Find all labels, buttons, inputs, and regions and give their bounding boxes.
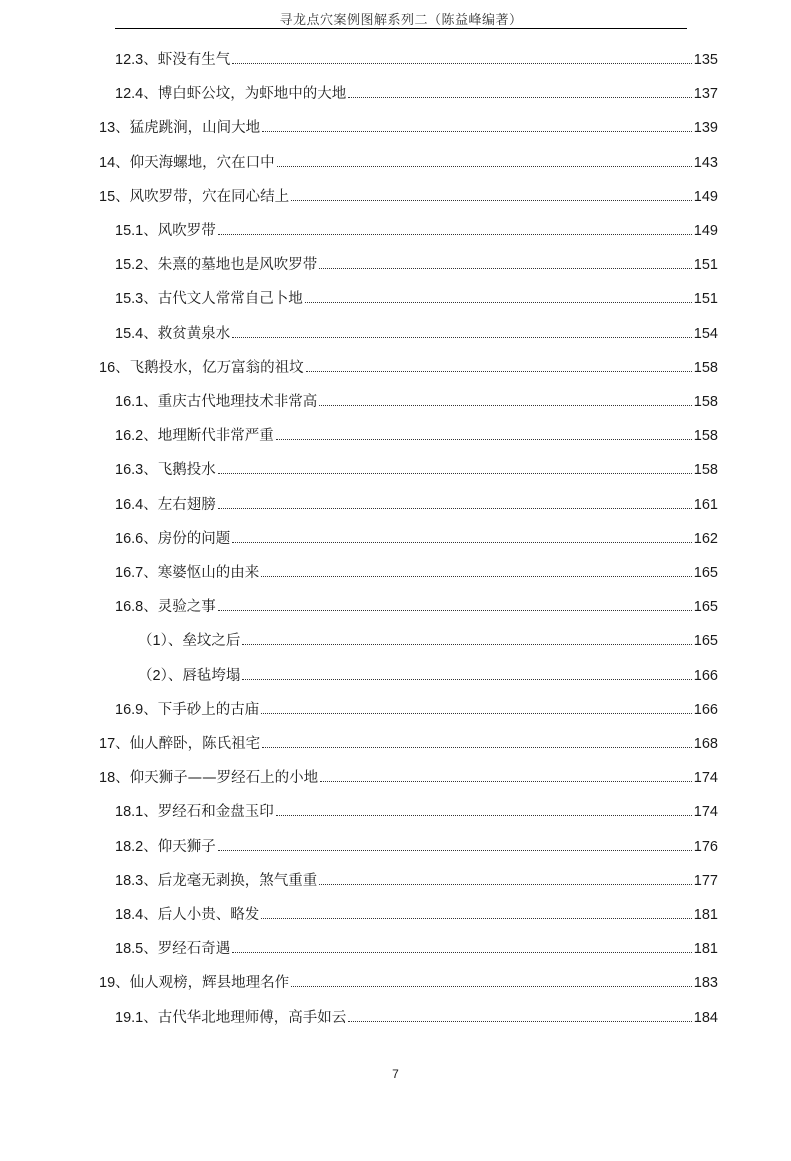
toc-entry-page: 174 [693, 770, 718, 787]
toc-entry-title: 下手砂上的古庙 [157, 701, 260, 718]
toc-entry[interactable] [115, 324, 718, 344]
toc-entry[interactable] [115, 255, 718, 275]
toc-entry[interactable] [115, 460, 718, 480]
toc-entry-title: 左右翅膀 [157, 496, 216, 513]
toc-entry-page: 162 [693, 530, 718, 547]
dot-leader [319, 405, 692, 406]
toc-entry-number: 16.4、 [115, 496, 158, 513]
toc-entry-page: 165 [693, 633, 718, 650]
toc-entry-title: 博白虾公坟，为虾地中的大地 [157, 86, 347, 103]
toc-entry-number: 19、 [99, 975, 130, 992]
dot-leader [320, 781, 692, 782]
toc-entry-page: 174 [693, 804, 718, 821]
toc-entry[interactable] [115, 802, 718, 822]
toc-entry[interactable] [115, 837, 718, 857]
toc-entry-number: （1）、 [138, 633, 183, 650]
toc-entry[interactable] [138, 631, 718, 651]
toc-entry[interactable] [115, 84, 718, 104]
toc-entry-number: 12.3、 [115, 52, 158, 68]
toc-entry-page: 158 [693, 394, 718, 410]
toc-entry-title: 后龙毫无剥换，煞气重重 [157, 872, 318, 889]
toc-entry-number: 15.1、 [115, 223, 158, 239]
toc-entry-number: 15.3、 [115, 291, 158, 308]
toc-entry-page: 143 [693, 154, 718, 171]
toc-entry[interactable] [115, 529, 718, 549]
toc-entry[interactable] [115, 495, 718, 515]
dot-leader [261, 713, 692, 714]
toc-entry-number: 16.1、 [115, 394, 158, 410]
toc-entry-page: 158 [693, 428, 718, 445]
toc-entry-number: 18.5、 [115, 941, 158, 958]
toc-entry[interactable] [115, 50, 718, 70]
toc-entry-title: 风吹罗带，穴在同心结上 [129, 188, 290, 205]
dot-leader [262, 131, 692, 132]
toc-entry[interactable] [115, 905, 718, 925]
toc-entry-page: 168 [693, 736, 718, 752]
toc-entry-page: 165 [693, 565, 718, 581]
dot-leader [306, 371, 692, 372]
toc-entry[interactable] [99, 187, 718, 207]
toc-entry-number: 13、 [99, 120, 130, 137]
toc-entry[interactable] [115, 939, 718, 959]
toc-entry-title: 寒婆怄山的由来 [157, 565, 260, 581]
toc-entry-title: 猛虎跳涧，山间大地 [129, 120, 261, 137]
dot-leader [319, 268, 692, 269]
toc-entry-page: 161 [693, 496, 718, 513]
toc-entry-number: 16.9、 [115, 701, 158, 718]
toc-entry-page: 181 [693, 941, 718, 958]
toc-entry-page: 176 [693, 838, 718, 855]
toc-entry-number: 18.2、 [115, 838, 158, 855]
toc-entry-page: 154 [693, 325, 718, 342]
toc-entry-number: 16.7、 [115, 565, 158, 581]
toc-entry-title: 仰天狮子——罗经石上的小地 [129, 770, 319, 787]
toc-entry-page: 139 [693, 120, 718, 137]
toc-entry-page: 135 [693, 52, 718, 68]
toc-entry[interactable] [99, 118, 718, 138]
toc-entry-number: 12.4、 [115, 86, 158, 103]
toc-entry-title: 后人小贵、略发 [157, 907, 260, 923]
toc-entry[interactable] [115, 563, 718, 583]
running-header: 寻龙点穴案例图解系列二（陈益峰编著） [279, 13, 523, 28]
toc-entry[interactable] [99, 768, 718, 788]
toc-entry[interactable] [115, 871, 718, 891]
toc-entry-title: 地理断代非常严重 [157, 428, 274, 445]
page-number: 7 [392, 1067, 399, 1081]
toc-entry[interactable] [115, 1008, 718, 1028]
toc-entry-page: 181 [693, 907, 718, 923]
toc-entry[interactable] [99, 358, 718, 378]
dot-leader [218, 473, 692, 474]
toc-entry-page: 177 [693, 872, 718, 889]
dot-leader [277, 166, 692, 167]
dot-leader [262, 747, 692, 748]
toc-entry-page: 158 [693, 359, 718, 376]
toc-entry-title: 唇毡垮塌 [182, 667, 241, 684]
dot-leader [276, 815, 692, 816]
toc-entry-title: 灵验之事 [157, 599, 216, 616]
toc-entry[interactable] [115, 392, 718, 412]
dot-leader [218, 610, 692, 611]
header-rule [115, 28, 687, 29]
toc-entry[interactable] [115, 221, 718, 241]
toc-entry-number: 16、 [99, 359, 130, 376]
toc-entry[interactable] [115, 700, 718, 720]
toc-entry-page: 165 [693, 599, 718, 616]
toc-entry-number: 15、 [99, 188, 130, 205]
toc-entry-page: 183 [693, 975, 718, 992]
toc-entry-page: 166 [693, 701, 718, 718]
toc-entry-page: 166 [693, 667, 718, 684]
dot-leader [276, 439, 692, 440]
toc-entry-number: 14、 [99, 154, 130, 171]
toc-entry-title: 仙人醉卧，陈氏祖宅 [129, 736, 261, 752]
toc-entry-number: 18、 [99, 770, 130, 787]
dot-leader [291, 986, 692, 987]
toc-entry-title: 仰天狮子 [157, 838, 216, 855]
toc-entry-title: 飞鹅投水，亿万富翁的祖坟 [129, 359, 304, 376]
dot-leader [218, 234, 692, 235]
dot-leader [232, 952, 692, 953]
toc-entry-title: 仙人观榜，辉县地理名作 [129, 975, 290, 992]
toc-entry-title: 古代文人常常自己卜地 [157, 291, 303, 308]
toc-entry-title: 罗经石和金盘玉印 [157, 804, 274, 821]
toc-entry[interactable] [99, 973, 718, 993]
toc-entry[interactable] [115, 289, 718, 309]
dot-leader [232, 63, 692, 64]
dot-leader [242, 644, 691, 645]
toc-entry-number: 17、 [99, 736, 130, 752]
toc-entry-number: （2）、 [138, 667, 183, 684]
toc-entry[interactable] [99, 734, 718, 754]
toc-entry-number: 15.2、 [115, 257, 158, 274]
toc-entry-page: 184 [693, 1009, 718, 1026]
dot-leader [305, 302, 692, 303]
toc-entry[interactable] [138, 666, 718, 686]
dot-leader [348, 97, 692, 98]
toc-entry-number: 15.4、 [115, 325, 158, 342]
toc-entry[interactable] [99, 153, 718, 173]
toc-entry-page: 151 [693, 257, 718, 274]
toc-entry-title: 罗经石奇遇 [157, 941, 231, 958]
toc-entry-title: 救贫黄泉水 [157, 325, 231, 342]
toc-entry-number: 16.3、 [115, 462, 158, 479]
toc-entry-page: 151 [693, 291, 718, 308]
dot-leader [232, 337, 692, 338]
dot-leader [242, 679, 691, 680]
dot-leader [319, 884, 692, 885]
toc-entry-number: 16.6、 [115, 530, 158, 547]
toc-entry-number: 18.3、 [115, 872, 158, 889]
toc-entry-page: 149 [693, 223, 718, 239]
dot-leader [218, 508, 692, 509]
toc-entry-title: 房份的问题 [157, 530, 231, 547]
toc-entry-title: 风吹罗带 [157, 223, 216, 239]
toc-entry-number: 18.1、 [115, 804, 158, 821]
toc-entry-title: 古代华北地理师傅，高手如云 [157, 1009, 347, 1026]
toc-entry-page: 149 [693, 188, 718, 205]
dot-leader [291, 200, 692, 201]
dot-leader [218, 850, 692, 851]
toc-entry-title: 仰天海螺地，穴在口中 [129, 154, 275, 171]
dot-leader [232, 542, 692, 543]
toc-entry-page: 158 [693, 462, 718, 479]
toc-entry[interactable] [115, 597, 718, 617]
toc-entry-title: 飞鹅投水 [157, 462, 216, 479]
toc-entry-title: 垒坟之后 [182, 633, 241, 650]
toc-entry-number: 19.1、 [115, 1009, 158, 1026]
toc-entry-number: 18.4、 [115, 907, 158, 923]
toc-entry-number: 16.8、 [115, 599, 158, 616]
toc-entry-title: 朱熹的墓地也是风吹罗带 [157, 257, 318, 274]
dot-leader [261, 918, 692, 919]
toc-entry[interactable] [115, 426, 718, 446]
toc-entry-title: 重庆古代地理技术非常高 [157, 394, 318, 410]
toc-entry-number: 16.2、 [115, 428, 158, 445]
dot-leader [261, 576, 692, 577]
dot-leader [348, 1021, 692, 1022]
toc-entry-title: 虾没有生气 [157, 52, 231, 68]
toc-entry-page: 137 [693, 86, 718, 103]
